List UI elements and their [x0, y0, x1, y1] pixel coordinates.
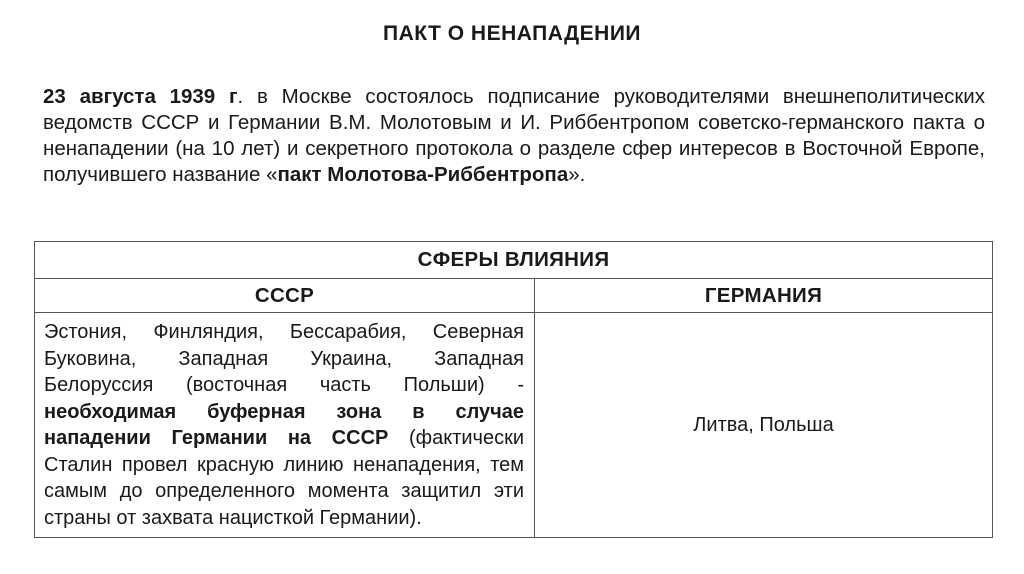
column-header-ussr: СССР	[35, 279, 535, 313]
ussr-cell-bold: необходимая буферная зона в случае нападении Германии на СССР	[44, 400, 524, 449]
spheres-table	[34, 241, 993, 538]
intro-pact-name: пакт Молотова-Риббентропа	[277, 163, 569, 186]
table-header-row	[35, 242, 993, 279]
page-title: ПАКТ О НЕНАПАДЕНИИ	[382, 22, 642, 45]
ussr-cell-text-1: Эстония, Финляндия, Бессарабия, Северная Буковина, Западная Украина, Западная Белоруссия (восточная часть Польши) -	[44, 321, 524, 396]
intro-paragraph	[43, 84, 985, 188]
intro-text-1: . в Москве состоялось подписание руководителями внешнеполитических ведомств СССР и Германии В.М. Молотовым и И. Риббентропом советско-германского пакта о ненападении (на 10 лет) и секретного протокола о разделе сфер интересов в Восточной Европе, получившего название «	[43, 85, 985, 186]
intro-date: 23 августа 1939 г	[43, 85, 238, 108]
germany-sphere-cell: Литва, Польша	[535, 313, 993, 538]
intro-text-2: ».	[568, 163, 586, 186]
ussr-sphere-cell	[35, 313, 535, 538]
table-row	[35, 313, 993, 538]
column-header-germany: ГЕРМАНИЯ	[535, 279, 993, 313]
ussr-cell-text-2: (фактически Сталин провел красную линию ненападения, тем самым до определенного момента защитил эти страны от захвата нацисткой Германии).	[44, 427, 524, 529]
table-column-header-row	[35, 279, 993, 313]
table-header: СФЕРЫ ВЛИЯНИЯ	[35, 242, 993, 279]
